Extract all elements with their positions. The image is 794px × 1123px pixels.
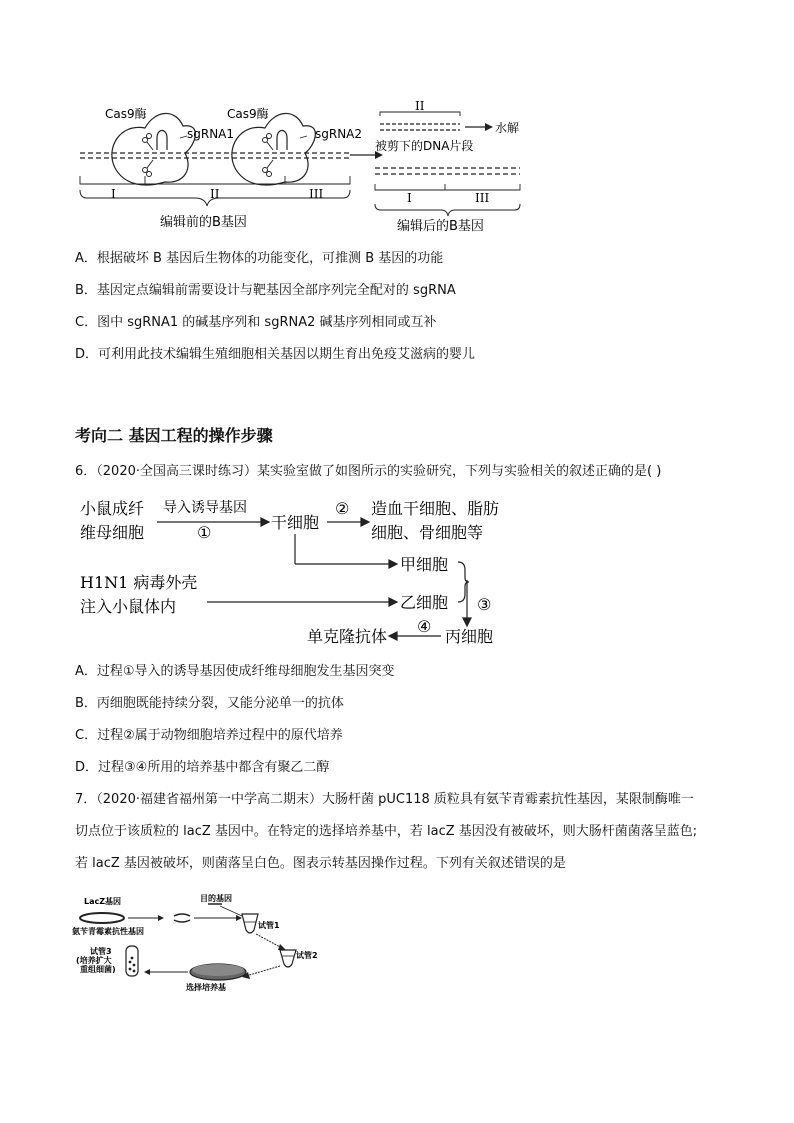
q5-option-a: A．根据破坏 B 基因后生物体的功能变化，可推测 B 基因的功能	[75, 251, 444, 266]
cell-flowchart	[75, 490, 515, 650]
tube3-icon	[126, 946, 138, 976]
mouse-cell-line2: 维母细胞	[80, 523, 145, 542]
q5-option-c: C．图中 sgRNA1 的碱基序列和 sgRNA2 碱基序列相同或互补	[75, 315, 437, 330]
mouse-cell-line1: 小鼠成纤	[80, 499, 145, 518]
roman-II-top: II	[415, 99, 425, 113]
cell-b: 乙细胞	[400, 593, 449, 612]
cas9-left-label: Cas9酶	[105, 107, 147, 121]
result-line1: 造血干细胞、脂肪	[371, 499, 500, 518]
hydrolysis-label: 水解	[495, 121, 520, 135]
tube3-line2: (培养扩大	[76, 956, 112, 965]
label-I-left: I	[111, 187, 116, 201]
dna-strand-before	[80, 153, 350, 158]
tube1-icon	[242, 914, 258, 933]
cell-c: 丙细胞	[445, 627, 494, 646]
label-I-after: I	[407, 191, 412, 205]
section-title: 考向二 基因工程的操作步骤	[75, 426, 273, 445]
medium-label: 选择培养基	[186, 983, 226, 992]
sgrna1-label: sgRNA1	[187, 127, 235, 141]
tube1-label: 试管1	[258, 921, 280, 930]
lacz-label: LacZ基因	[84, 897, 122, 906]
q6-stem: 6．（2020·全国高三课时练习）某实验室做了如图所示的实验研究，下列与实验相关的叙述正确的是( )	[75, 464, 662, 479]
q7-line2: 切点位于该质粒的 lacZ 基因中。在特定的选择培养基中，若 lacZ 基因没有被破坏，则大肠杆菌菌落呈蓝色;	[75, 824, 698, 839]
tube2-label: 试管2	[296, 951, 318, 960]
plasmid-icon	[80, 913, 124, 923]
amp-label: 氨苄青霉素抗性基因	[72, 927, 144, 936]
cas9-left-shape	[112, 113, 195, 185]
q6-option-a: A．过程①导入的诱导基因使成纤维母细胞发生基因突变	[75, 664, 395, 679]
step4-number: ④	[417, 617, 432, 636]
brace-sub	[80, 176, 350, 184]
transgenic-diagram	[70, 892, 320, 997]
step2-number: ②	[335, 499, 350, 518]
q6-option-b: B．丙细胞既能持续分裂，又能分泌单一的抗体	[75, 696, 344, 711]
result-line2: 细胞、骨细胞等	[371, 523, 484, 542]
sgrna1-shape	[157, 131, 167, 151]
label-III-right: III	[309, 187, 324, 201]
sgrna2-label: sgRNA2	[315, 127, 363, 141]
step1-label: 导入诱导基因	[163, 500, 247, 516]
q7-line3: 若 lacZ 基因被破坏，则菌落呈白色。图表示转基因操作过程。下列有关叙述错误的是	[75, 856, 566, 871]
dna-fragment-cut	[380, 124, 460, 130]
tube2-icon	[280, 950, 296, 967]
step1-number: ①	[197, 523, 212, 542]
crispr-diagram	[75, 98, 535, 240]
virus-line2: 注入小鼠体内	[80, 597, 177, 616]
target-gene-label: 目的基因	[200, 894, 232, 903]
label-II-mid: II	[210, 187, 220, 201]
q6-option-d: D．过程③④所用的培养基中都含有聚乙二醇	[75, 760, 330, 775]
cell-a: 甲细胞	[400, 555, 449, 574]
cut-fragment-label: 被剪下的DNA片段	[375, 139, 474, 153]
sgrna2-shape	[277, 131, 287, 151]
tube3-line1: 试管3	[90, 947, 112, 956]
label-III-after: III	[475, 191, 490, 205]
stem-cell: 干细胞	[271, 513, 320, 532]
cut-plasmid-icon	[174, 914, 190, 922]
q6-option-c: C．过程②属于动物细胞培养过程中的原代培养	[75, 728, 343, 743]
after-caption: 编辑后的B基因	[397, 219, 484, 234]
cas9-right-shape	[232, 113, 315, 185]
tube3-line3: 重组细菌)	[80, 965, 116, 974]
cas9-right-label: Cas9酶	[227, 107, 269, 121]
q5-option-d: D．可利用此技术编辑生殖细胞相关基因以期生育出免疫艾滋病的婴儿	[75, 347, 476, 362]
dna-strand-after	[375, 168, 520, 174]
virus-line1: H1N1 病毒外壳	[80, 573, 198, 592]
q7-line1: 7．（2020·福建省福州第一中学高二期末）大肠杆菌 pUC118 质粒具有氨苄青霉素抗性基因，某限制酶唯一	[75, 792, 694, 807]
antibody: 单克隆抗体	[307, 627, 388, 646]
before-caption: 编辑前的B基因	[160, 215, 247, 230]
q5-option-b: B．基因定点编辑前需要设计与靶基因全部序列完全配对的 sgRNA	[75, 283, 456, 298]
step3-number: ③	[477, 595, 492, 614]
